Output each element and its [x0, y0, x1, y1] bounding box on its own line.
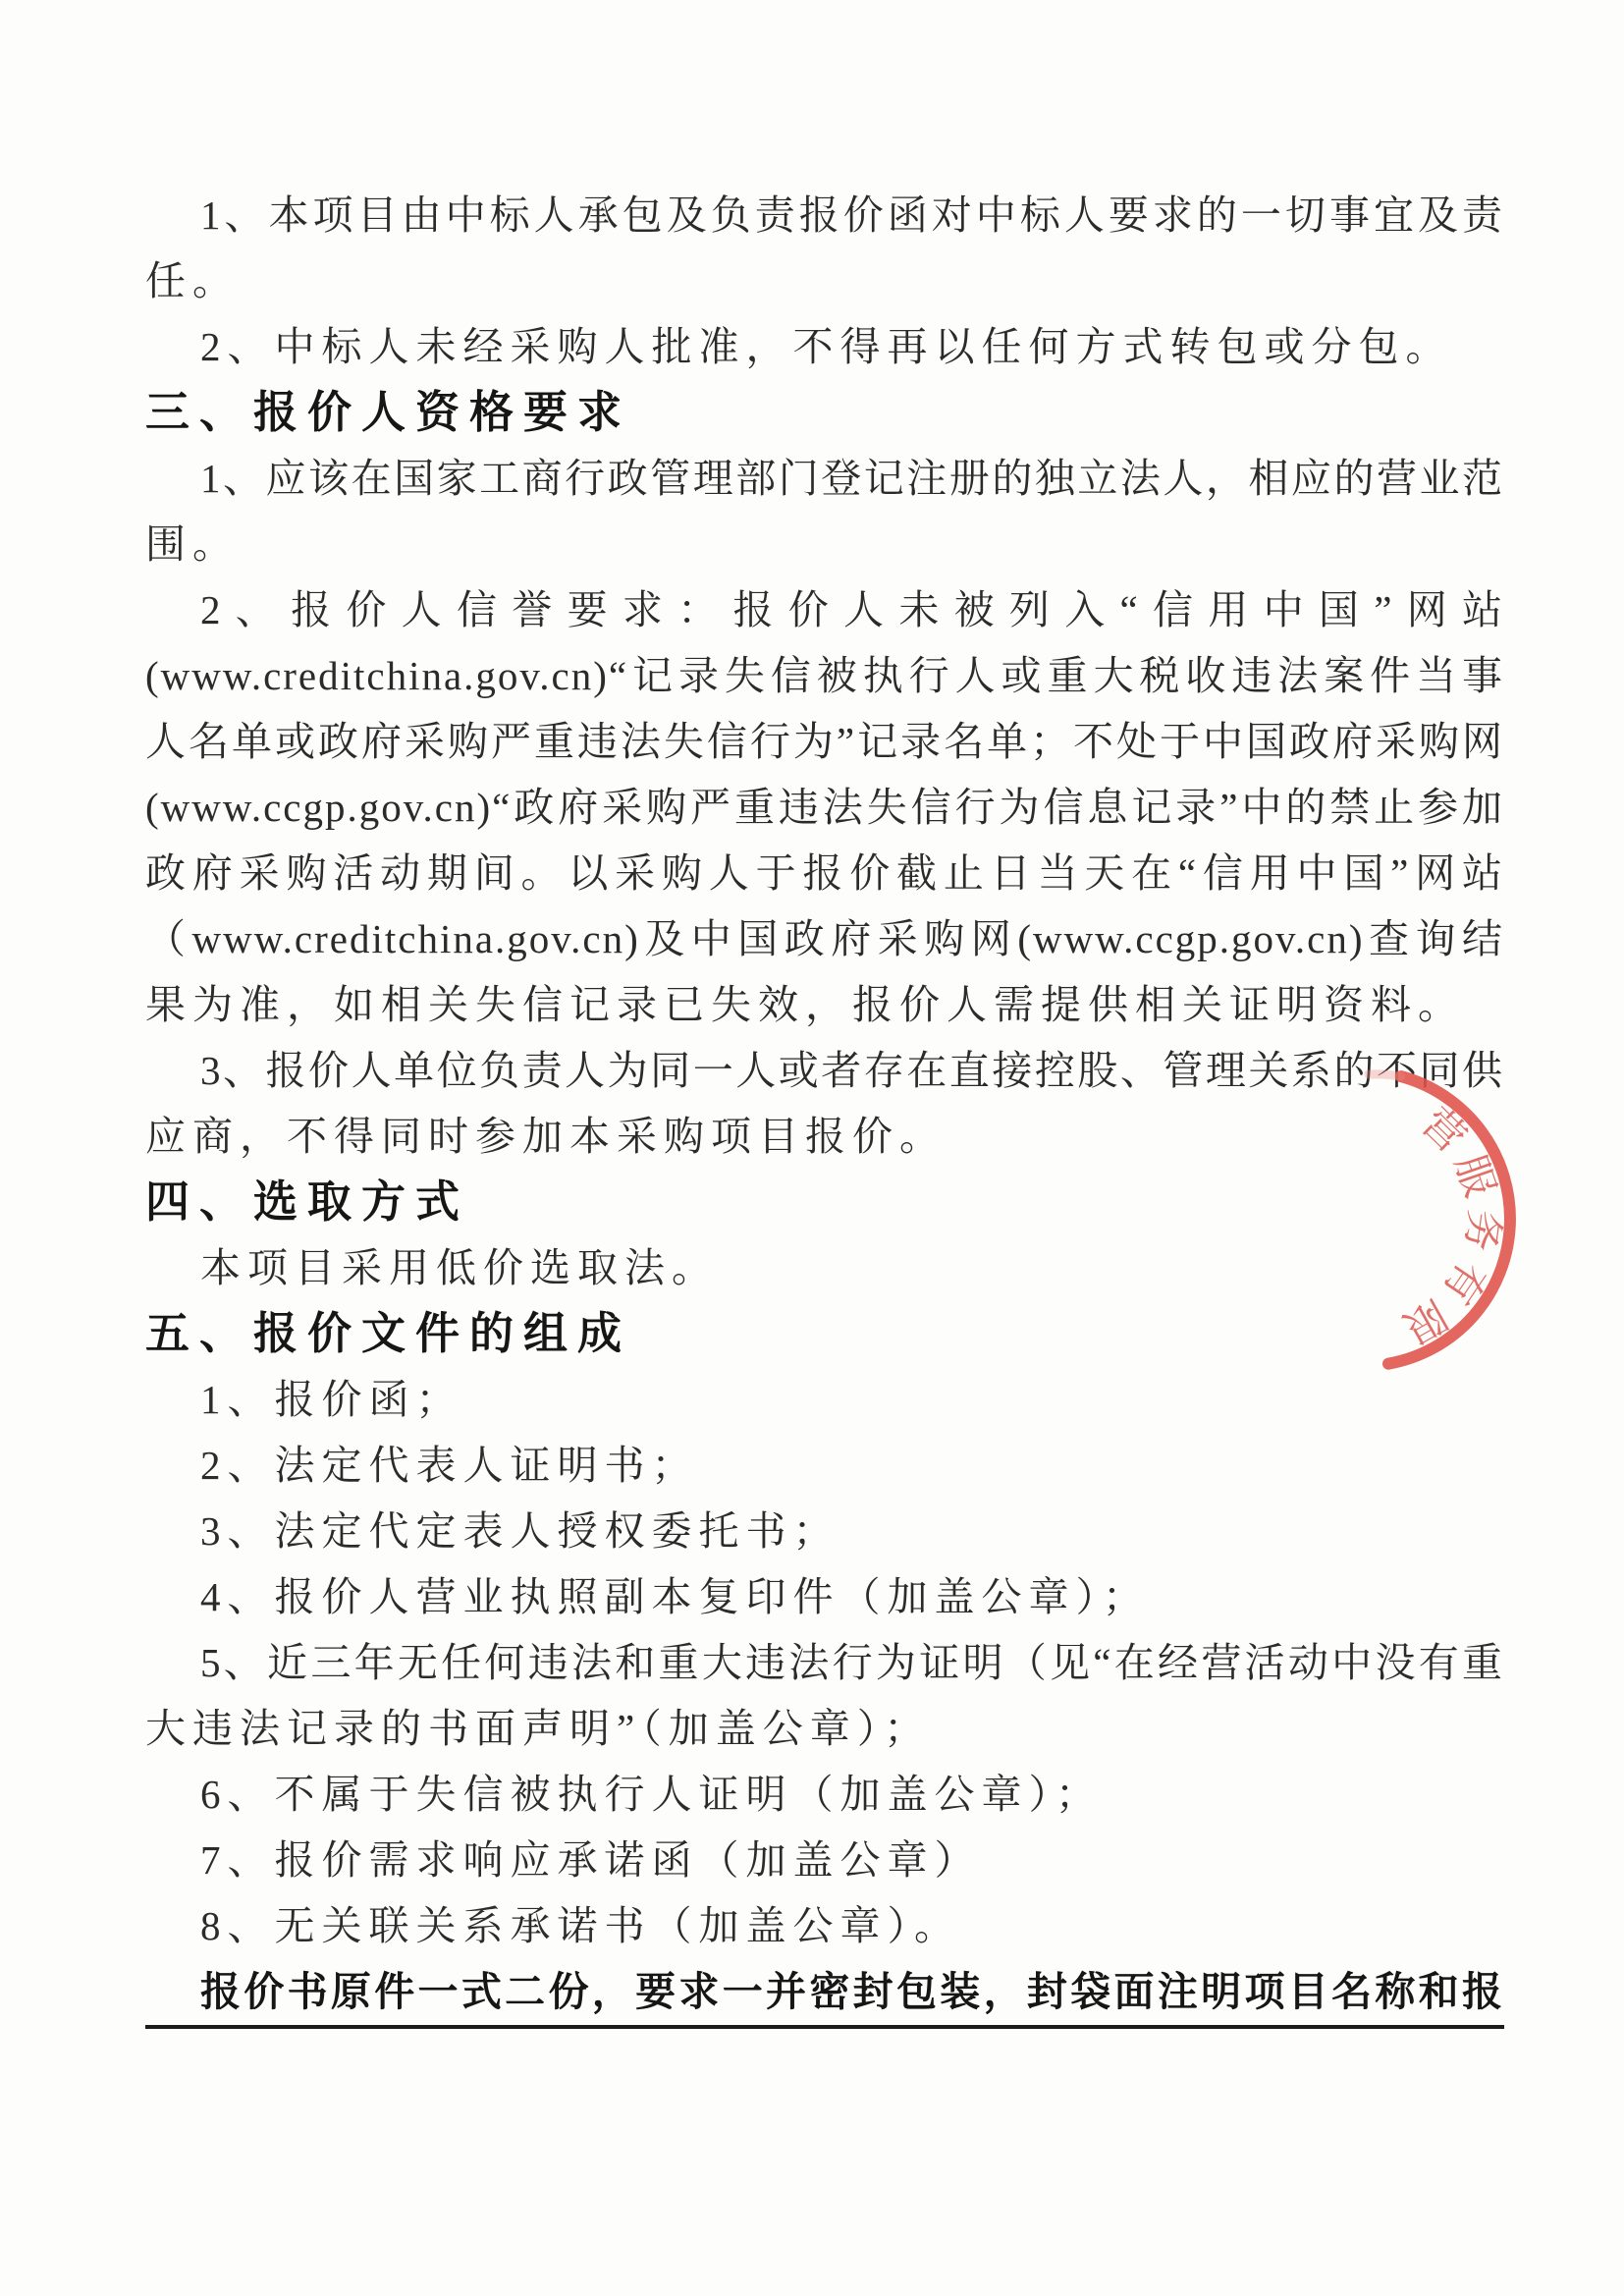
text-line: 任。: [145, 258, 240, 303]
list-item: 8、无关联关系承诺书（加盖公章）。: [200, 1903, 961, 1948]
list-item: 5、近三年无任何违法和重大违法行为证明（见“在经营活动中没有重: [200, 1640, 1504, 1685]
text-line: (www.ccgp.gov.cn)“政府采购严重违法失信行为信息记录”中的禁止参加: [145, 785, 1504, 830]
text-line: 1、本项目由中标人承包及负责报价函对中标人要求的一切事宜及责: [200, 192, 1504, 238]
seal-text: 营服务有限: [1388, 1099, 1508, 1356]
list-item: 大违法记录的书面声明”（加盖公章）；: [145, 1706, 932, 1751]
section-heading: 四、选取方式: [145, 1177, 470, 1227]
text-line: 果为准，如相关失信记录已失效，报价人需提供相关证明资料。: [145, 982, 1465, 1027]
text-line: 政府采购活动期间。以采购人于报价截止日当天在“信用中国”网站: [145, 850, 1504, 896]
list-item: 3、法定代定表人授权委托书；: [200, 1508, 840, 1554]
list-item: 1、报价函；: [200, 1377, 463, 1422]
text-line: 2、报价人信誉要求：报价人未被列入“信用中国”网站: [200, 587, 1504, 632]
text-line: 2、中标人未经采购人批准，不得再以任何方式转包或分包。: [200, 324, 1453, 369]
section-heading: 五、报价文件的组成: [145, 1309, 632, 1358]
list-item: 2、法定代表人证明书；: [200, 1443, 699, 1488]
text-line: 应商，不得同时参加本采购项目报价。: [145, 1114, 947, 1159]
text-line: 本项目采用低价选取法。: [200, 1245, 719, 1290]
list-item: 7、报价需求响应承诺函（加盖公章）: [200, 1837, 982, 1883]
text-line: 围。: [145, 521, 240, 567]
text-line: （www.creditchina.gov.cn)及中国政府采购网(www.ccgp.gov.cn)查询结: [145, 916, 1504, 961]
text-line: 1、应该在国家工商行政管理部门登记注册的独立法人，相应的营业范: [200, 456, 1504, 501]
text-line: (www.creditchina.gov.cn)“记录失信被执行人或重大税收违法案件当事: [145, 653, 1504, 698]
document-text-block: [145, 183, 1504, 2029]
emphasized-underlined-line: 报价书原件一式二份，要求一并密封包装，封袋面注明项目名称和报: [145, 1959, 1504, 2029]
section-heading: 三、报价人资格要求: [145, 388, 632, 437]
text-line: 人名单或政府采购严重违法失信行为”记录名单；不处于中国政府采购网: [145, 719, 1504, 764]
text-line: 3、报价人单位负责人为同一人或者存在直接控股、管理关系的不同供: [200, 1048, 1504, 1093]
list-item: 6、不属于失信被执行人证明（加盖公章）；: [200, 1772, 1103, 1817]
list-item: 4、报价人营业执照副本复印件（加盖公章）；: [200, 1574, 1150, 1619]
